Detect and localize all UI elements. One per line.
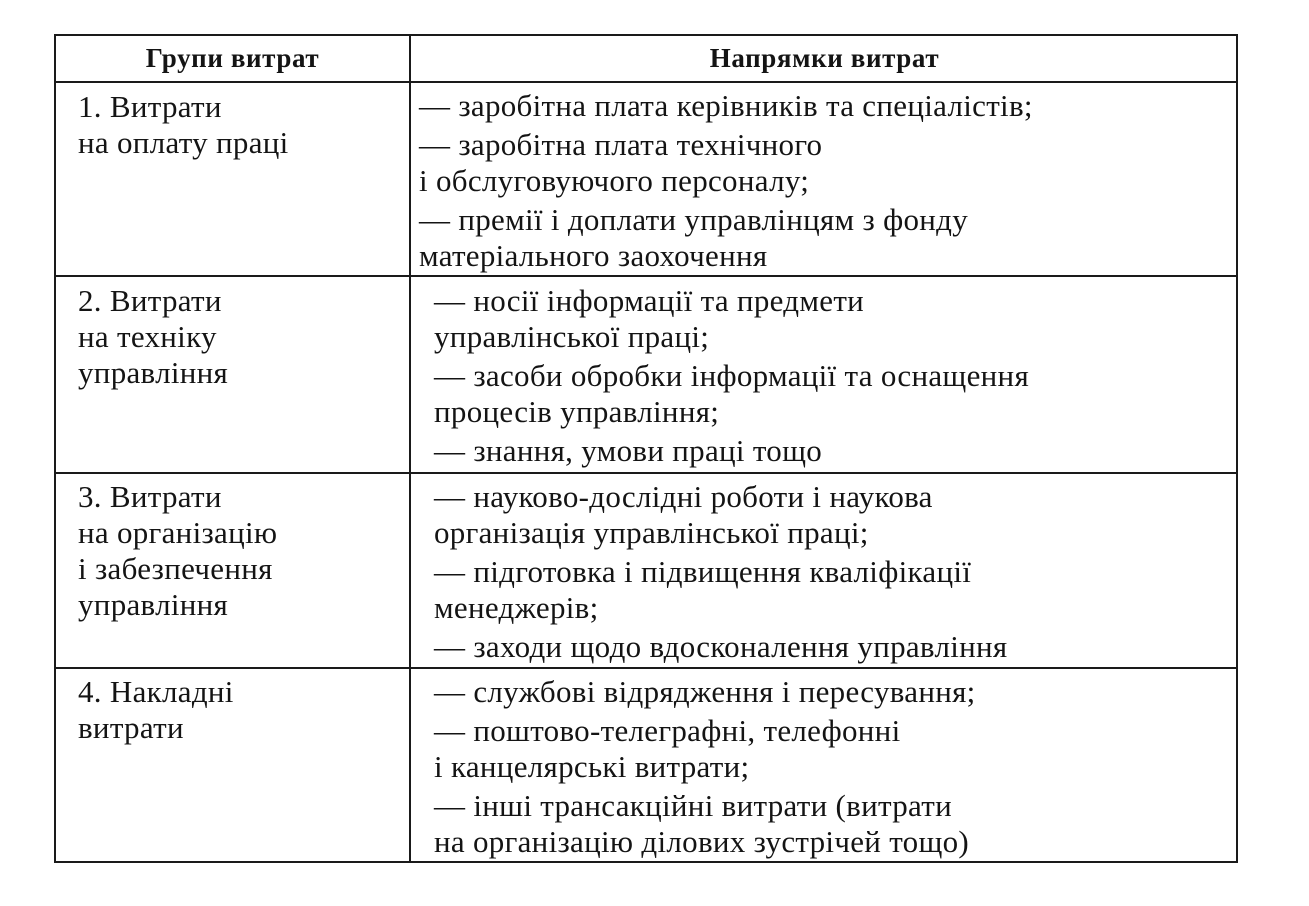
group-line: витрати xyxy=(78,710,184,745)
group-line: на оплату праці xyxy=(78,125,289,160)
direction-line: процесів управління; xyxy=(434,394,720,429)
direction-cell-3 xyxy=(434,479,1234,665)
direction-line: — поштово-телеграфні, телефонні xyxy=(434,713,901,748)
direction-line: — заробітна плата технічного xyxy=(419,127,823,162)
direction-cell-1 xyxy=(419,88,1219,274)
direction-line: — інші трансакційні витрати (витрати xyxy=(434,788,953,823)
direction-line: — знання, умови праці тощо xyxy=(434,433,823,468)
group-line: на організацію xyxy=(78,515,278,550)
group-line: 4. Накладні xyxy=(78,674,234,709)
column-divider xyxy=(409,36,411,861)
direction-line: і канцелярські витрати; xyxy=(434,749,750,784)
row-divider xyxy=(56,275,1236,277)
row-divider xyxy=(56,472,1236,474)
direction-line: — заробітна плата керівників та спеціалістів; xyxy=(419,88,1033,123)
direction-cell-2 xyxy=(434,283,1234,469)
group-line: 2. Витрати xyxy=(78,283,222,318)
direction-cell-4 xyxy=(434,674,1234,860)
direction-line: — премії і доплати управлінцям з фонду xyxy=(419,202,969,237)
header-divider xyxy=(56,81,1236,83)
group-line: і забезпечення xyxy=(78,551,273,586)
direction-line: — службові відрядження і пересування; xyxy=(434,674,976,709)
header-directions: Напрямки витрат xyxy=(709,43,940,73)
expenses-table xyxy=(54,34,1238,863)
direction-line: — заходи щодо вдосконалення управління xyxy=(434,629,1008,664)
group-line: 3. Витрати xyxy=(78,479,222,514)
group-cell-2 xyxy=(78,283,396,391)
group-cell-4 xyxy=(78,674,396,746)
direction-line: на організацію ділових зустрічей тощо) xyxy=(434,824,970,859)
direction-line: менеджерів; xyxy=(434,590,599,625)
row-divider xyxy=(56,667,1236,669)
direction-line: організація управлінської праці; xyxy=(434,515,869,550)
direction-line: управлінської праці; xyxy=(434,319,710,354)
group-line: на техніку xyxy=(78,319,217,354)
direction-line: — підготовка і підвищення кваліфікації xyxy=(434,554,972,589)
direction-line: — носії інформації та предмети xyxy=(434,283,865,318)
direction-line: — засоби обробки інформації та оснащення xyxy=(434,358,1030,393)
header-groups: Групи витрат xyxy=(145,43,320,73)
direction-line: — науково-дослідні роботи і наукова xyxy=(434,479,933,514)
direction-line: і обслуговуючого персоналу; xyxy=(419,163,810,198)
group-cell-3 xyxy=(78,479,396,623)
group-line: управління xyxy=(78,587,229,622)
group-line: управління xyxy=(78,355,229,390)
direction-line: матеріального заохочення xyxy=(419,238,768,273)
group-cell-1 xyxy=(78,89,396,161)
group-line: 1. Витрати xyxy=(78,89,222,124)
